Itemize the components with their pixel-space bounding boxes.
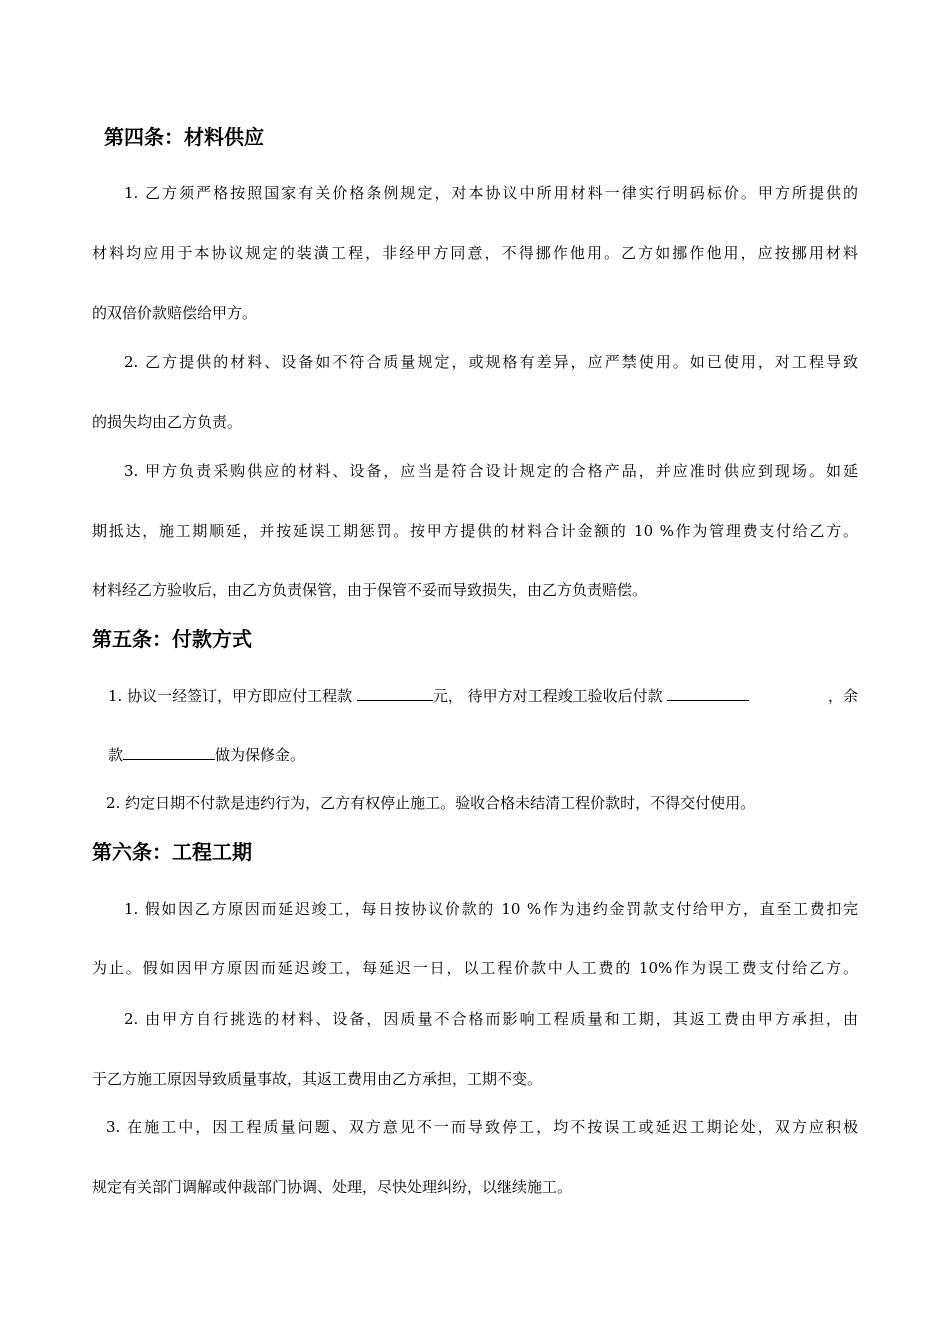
payment-text-part-e: 做为保修金。	[215, 746, 306, 764]
paragraph-line: 1. 假如因乙方原因而延迟竣工，每日按协议价款的 10 %作为违约金罚款支付给甲方，直至工费扣完	[124, 900, 858, 918]
payment-item-1	[108, 686, 858, 706]
amount-blank-warranty[interactable]	[123, 745, 215, 760]
section-heading-payment: 第五条：付款方式	[92, 627, 252, 651]
paragraph-line: 2. 由甲方自行挑选的材料、设备，因质量不合格而影响工程质量和工期，其返工费由甲方承担，由	[124, 1010, 858, 1028]
paragraph-line: 于乙方施工原因导致质量事故，其返工费用由乙方承担，工期不变。	[92, 1070, 543, 1088]
paragraph-line: 期抵达，施工期顺延，并按延误工期惩罚。按甲方提供的材料合计金额的 10 %作为管理费支付给乙方。	[92, 522, 858, 540]
amount-blank-after-acceptance[interactable]	[667, 686, 749, 701]
payment-item-1-continued	[108, 745, 305, 765]
paragraph-line: 的损失均由乙方负责。	[92, 413, 243, 431]
payment-item-2: 2. 约定日期不付款是违约行为，乙方有权停止施工。验收合格未结清工程价款时，不得交付使用。	[106, 794, 756, 812]
payment-text-part-b: 元， 待甲方对工程竣工验收后付款	[432, 687, 668, 705]
payment-text-part-d: 款	[108, 746, 124, 764]
paragraph-line: 材料均应用于本协议规定的装潢工程，非经甲方同意，不得挪作他用。乙方如挪作他用，应按挪用材料	[92, 244, 858, 262]
paragraph-line: 3. 在施工中，因工程质量问题、双方意见不一而导致停工，均不按误工或延迟工期论处，双方应积极	[106, 1118, 858, 1136]
paragraph-line: 2. 乙方提供的材料、设备如不符合质量规定，或规格有差异，应严禁使用。如已使用，对工程导致	[124, 353, 858, 371]
paragraph-line: 3. 甲方负责采购供应的材料、设备，应当是符合设计规定的合格产品，并应准时供应到现场。如延	[124, 462, 858, 480]
section-heading-schedule: 第六条：工程工期	[92, 840, 252, 864]
paragraph-line: 为止。假如因甲方原因而延迟竣工，每延迟一日，以工程价款中人工费的 10%作为误工费支付给乙方。	[92, 959, 858, 977]
paragraph-line: 规定有关部门调解或仲裁部门协调、处理，尽快处理纠纷，以继续施工。	[92, 1178, 573, 1196]
paragraph-line: 1. 乙方须严格按照国家有关价格条例规定，对本协议中所用材料一律实行明码标价。甲方所提供的	[124, 184, 858, 202]
paragraph-line: 的双倍价款赔偿给甲方。	[92, 304, 258, 322]
payment-text-part-a: 1. 协议一经签订，甲方即应付工程款	[108, 687, 357, 705]
amount-blank-advance[interactable]	[357, 686, 433, 701]
section-heading-materials: 第四条：材料供应	[104, 125, 264, 149]
paragraph-line: 材料经乙方验收后，由乙方负责保管，由于保管不妥而导致损失，由乙方负责赔偿。	[92, 581, 648, 599]
payment-text-part-c: ，余	[827, 687, 858, 705]
